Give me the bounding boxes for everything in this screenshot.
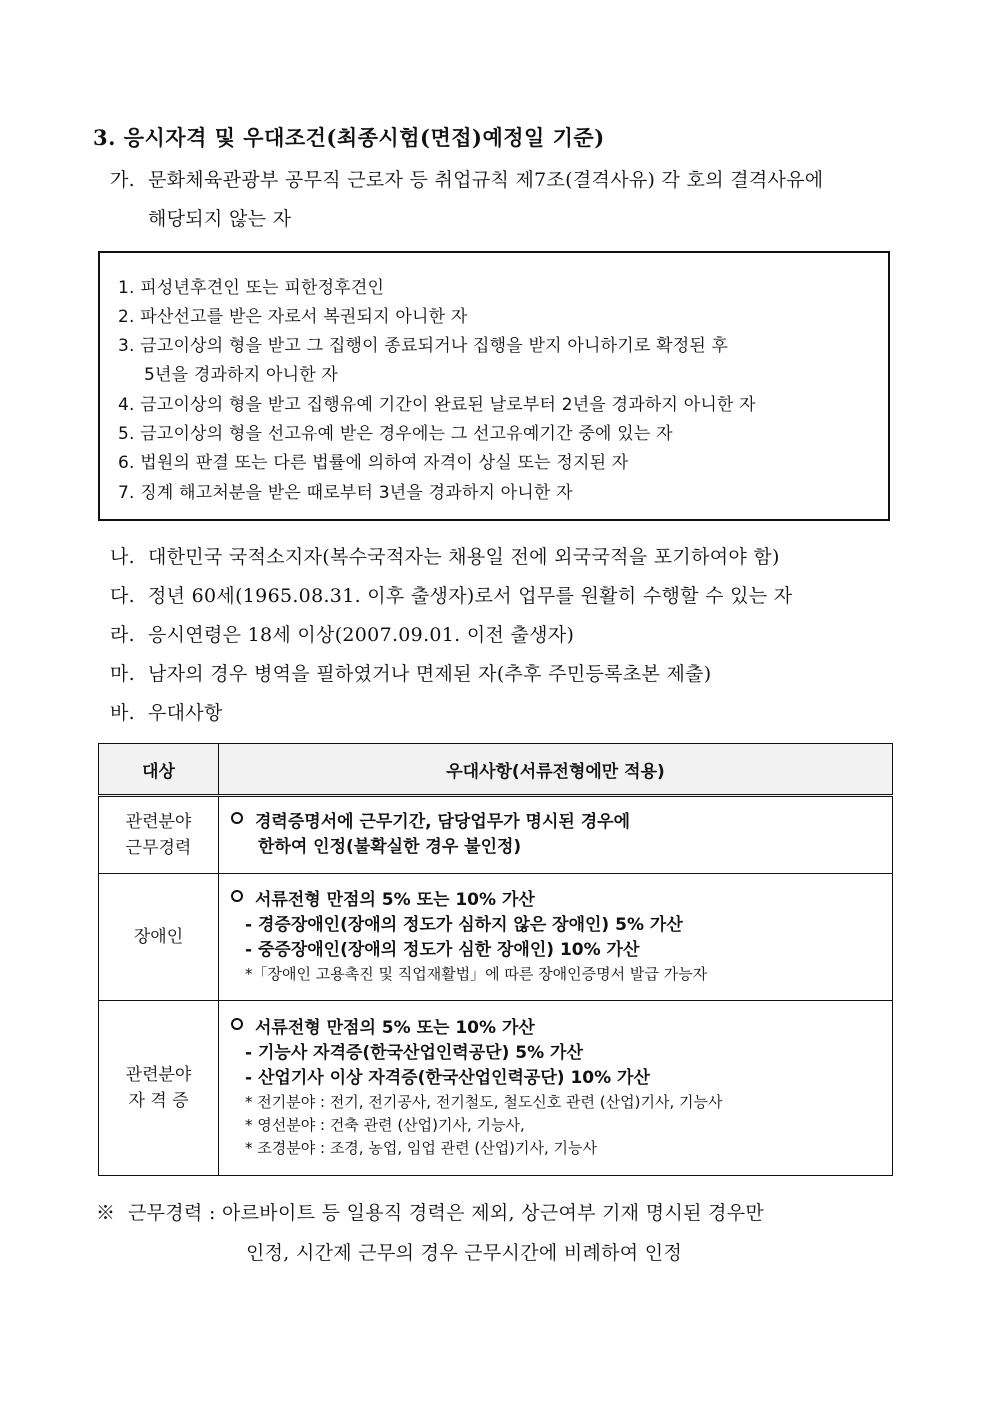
benefit-sub: - 경증장애인(장애의 정도가 심하지 않은 장애인) 5% 가산 (245, 915, 683, 935)
benefit-main (231, 888, 892, 913)
item-label: 마. (110, 663, 135, 685)
benefit-main-text: 서류전형 만점의 5% 또는 10% 가산 (255, 890, 535, 910)
row-target-line: 자 격 증 (128, 1091, 189, 1111)
bullet-circle-icon (231, 1018, 243, 1030)
benefit-sub: - 기능사 자격증(한국산업인력공단) 5% 가산 (245, 1043, 583, 1063)
benefit-main-text: 경력증명서에 근무기간, 담당업무가 명시된 경우에 (255, 812, 630, 832)
disqualification-item: 4. 금고이상의 형을 받고 집행유예 기간이 완료된 날로부터 2년을 경과하지 아니한 자 (118, 395, 756, 415)
footnote-line2: 인정, 시간제 근무의 경우 근무시간에 비례하여 인정 (246, 1242, 683, 1264)
benefit-note: * 조경분야 : 조경, 농업, 임업 관련 (산업)기사, 기능사 (245, 1139, 598, 1157)
disqualification-item: 1. 피성년후견인 또는 피한정후견인 (118, 278, 385, 298)
disqualification-item: 6. 법원의 판결 또는 다른 법률에 의하여 자격이 상실 또는 정지된 자 (118, 453, 629, 473)
item-ga-line1 (110, 165, 823, 192)
row-target (99, 1001, 219, 1176)
item-label: 라. (110, 624, 135, 646)
table-row (99, 796, 893, 874)
benefit-main (231, 1016, 892, 1041)
row-benefit (219, 796, 893, 874)
row-target: 장애인 (99, 874, 219, 1001)
bullet-circle-icon (231, 890, 243, 902)
item-text: 우대사항 (148, 702, 223, 724)
benefit-note: *「장애인 고용촉진 및 직업재활법」에 따른 장애인증명서 발급 가능자 (245, 965, 708, 983)
benefit-main (231, 810, 892, 835)
disqualification-item-cont: 5년을 경과하지 아니한 자 (144, 365, 339, 385)
item-ga-line2: 해당되지 않는 자 (148, 208, 292, 230)
item-ga-text: 문화체육관광부 공무직 근로자 등 취업규칙 제7조(결격사유) 각 호의 결격사유에 (148, 169, 824, 191)
row-benefit (219, 874, 893, 1001)
section-heading: 3. 응시자격 및 우대조건(최종시험(면접)예정일 기준) (93, 125, 605, 150)
item-na (110, 542, 780, 569)
disqualification-box (98, 251, 890, 521)
item-text: 정년 60세(1965.08.31. 이후 출생자)로서 업무를 원활히 수행할 수 있는 자 (148, 585, 793, 607)
table-row (99, 874, 893, 1001)
item-da (110, 581, 792, 608)
benefit-note: * 영선분야 : 건축 관련 (산업)기사, 기능사, (245, 1116, 525, 1134)
table-row (99, 1001, 893, 1176)
row-target-line: 관련분야 (125, 812, 192, 832)
item-label: 바. (110, 702, 135, 724)
row-target-line: 관련분야 (125, 1065, 192, 1085)
benefit-main-cont: 한하여 인정(불확실한 경우 불인정) (258, 837, 522, 857)
preference-table (98, 743, 893, 1176)
footnote-text: 근무경력 : 아르바이트 등 일용직 경력은 제외, 상근여부 기재 명시된 경우만 (128, 1202, 765, 1224)
item-text: 응시연령은 18세 이상(2007.09.01. 이전 출생자) (148, 624, 575, 646)
item-ma (110, 659, 711, 686)
item-text: 대한민국 국적소지자(복수국적자는 채용일 전에 외국국적을 포기하여야 함) (148, 546, 780, 568)
table-header-row (99, 744, 893, 796)
row-target-line: 근무경력 (125, 838, 192, 858)
reference-mark: ※ (96, 1202, 116, 1224)
bullet-circle-icon (231, 812, 243, 824)
header-target: 대상 (99, 744, 219, 796)
benefit-sub: - 중증장애인(장애의 정도가 심한 장애인) 10% 가산 (245, 940, 640, 960)
row-benefit (219, 1001, 893, 1176)
disqualification-item: 5. 금고이상의 형을 선고유예 받은 경우에는 그 선고유예기간 중에 있는 자 (118, 424, 673, 444)
footnote-line1 (96, 1198, 764, 1225)
item-text: 남자의 경우 병역을 필하였거나 면제된 자(추후 주민등록초본 제출) (148, 663, 712, 685)
row-target (99, 796, 219, 874)
disqualification-item: 7. 징계 해고처분을 받은 때로부터 3년을 경과하지 아니한 자 (118, 483, 573, 503)
item-label: 나. (110, 546, 135, 568)
benefit-main-text: 서류전형 만점의 5% 또는 10% 가산 (255, 1018, 535, 1038)
disqualification-item: 3. 금고이상의 형을 받고 그 집행이 종료되거나 집행을 받지 아니하기로 확정된 후 (118, 336, 729, 356)
benefit-note: * 전기분야 : 전기, 전기공사, 전기철도, 철도신호 관련 (산업)기사, 기능사 (245, 1093, 723, 1111)
disqualification-item: 2. 파산선고를 받은 자로서 복권되지 아니한 자 (118, 307, 468, 327)
item-ga-label: 가. (110, 169, 135, 191)
item-label: 다. (110, 585, 135, 607)
item-ba (110, 698, 223, 725)
item-ra (110, 620, 574, 647)
header-benefit: 우대사항(서류전형에만 적용) (219, 744, 893, 796)
benefit-sub: - 산업기사 이상 자격증(한국산업인력공단) 10% 가산 (245, 1068, 650, 1088)
